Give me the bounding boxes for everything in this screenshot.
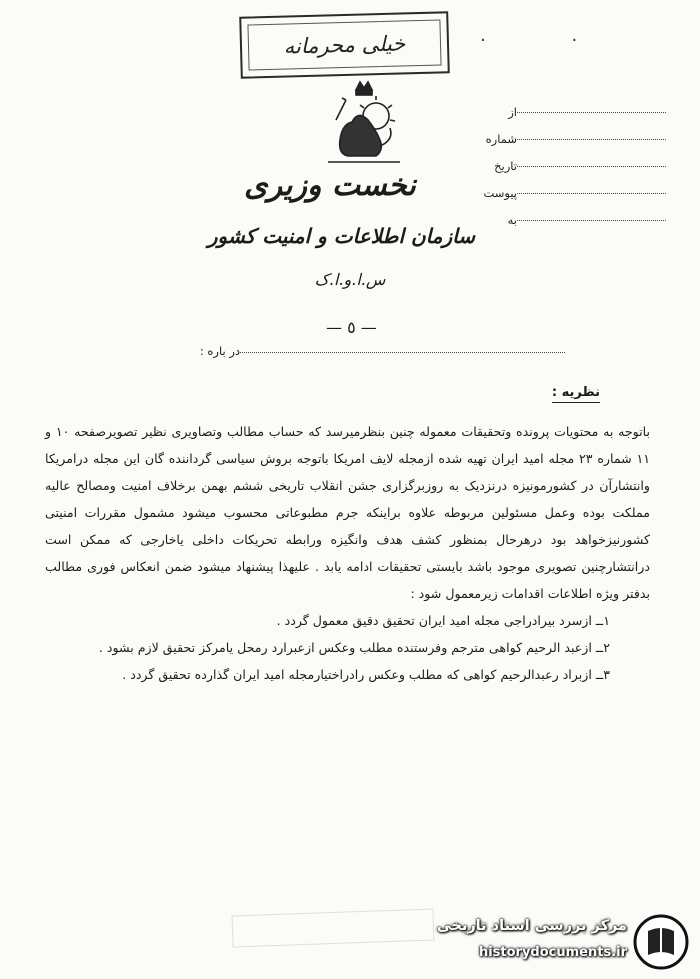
field-label: پیوست: [483, 186, 517, 200]
opinion-heading-text: نظریه :: [552, 385, 600, 403]
field-label: شماره: [485, 132, 517, 146]
watermark-url[interactable]: historydocuments.ir: [478, 945, 627, 960]
watermark-text: مرکز بررسی اسناد تاریخی: [436, 918, 627, 934]
action-item: ۲ــ ازعبد الرحیم کواهی مترجم وفرستنده مطلب وعکس ازعبرارد رمحل یامرکز تحقیق لازم بشود .: [98, 640, 610, 655]
organization-name: سازمان اطلاعات و امنیت کشور: [207, 224, 475, 248]
ministry-title: نخست وزیری: [244, 168, 416, 203]
header-fields: [455, 92, 670, 227]
subject-label: در باره :: [199, 344, 240, 358]
lion-and-sun-emblem-icon: [318, 80, 410, 168]
subject-blank-line: [240, 352, 565, 353]
field-date: [455, 146, 670, 173]
field-blank-line: [517, 139, 666, 140]
field-label: به: [507, 213, 517, 227]
field-blank-line: [517, 193, 666, 194]
field-attachment: [455, 173, 670, 200]
classification-stamp: خیلی محرمانه: [239, 11, 450, 78]
field-label: از: [508, 105, 517, 119]
field-from: [455, 92, 670, 119]
body-paragraph: باتوجه به محتویات پرونده وتحقیقات معموله چنین بنظرمیرسد که حساب مطالب وتصاویری نظیر تصویرصفحه ۱۰ و ۱۱ شماره ۲۳ مجله امید ایران تهیه شده ازمجله لایف امریکا باتوجه بروش سیاسی گرداننده گان این مجله درامریکا وانتشارآن در کشورمونیزه درنزدیک به روزبرگزاری جشن انقلاب تاریخی ششم بهمن برخلاف امنیت ومصالح عالیه مملکت بوده وعمل مسئولین مربوطه علاوه براینکه جرم مطبوعاتی محسوب میشود مشمول مقررات امنیتی کشورنیزخواهد بود درهرحال بمنظور کشف هدف وانگیزه ورابطه تحریکات داخلی یاخارجی که ممکن است درانتشارچنین تصویری موجود باشد بایستی تحقیقات ادامه یابد . علیهذا پیشنهاد میشود ضمن انعکاس فوری مطالب بدفتر ویژه اطلاعات اقدامات زیرمعمول شود :: [45, 424, 650, 601]
corner-marks: · ·: [480, 30, 618, 51]
page-number-separator: — ٥ —: [326, 318, 377, 337]
action-item: ۱ــ ازسرد بیرادراجی مجله امید ایران تحقیق دقیق معمول گردد .: [276, 613, 610, 628]
field-number: [455, 119, 670, 146]
organization-code: س.ا.و.ا.ک: [314, 270, 386, 289]
action-item: ۳ــ ازبراد رعبدالرحیم کواهی که مطلب وعکس رادراختیارمجله امید ایران گذارده تحقیق گردد .: [122, 667, 610, 682]
field-blank-line: [517, 166, 666, 167]
subject-field: [170, 338, 565, 358]
faded-footer-stamp: [232, 908, 435, 947]
document-body: [45, 418, 650, 688]
field-blank-line: [517, 112, 666, 113]
archive-logo-icon: [632, 913, 690, 971]
field-label: تاریخ: [494, 159, 517, 173]
opinion-heading: [505, 385, 600, 400]
field-blank-line: [517, 220, 666, 221]
field-to: [455, 200, 670, 227]
